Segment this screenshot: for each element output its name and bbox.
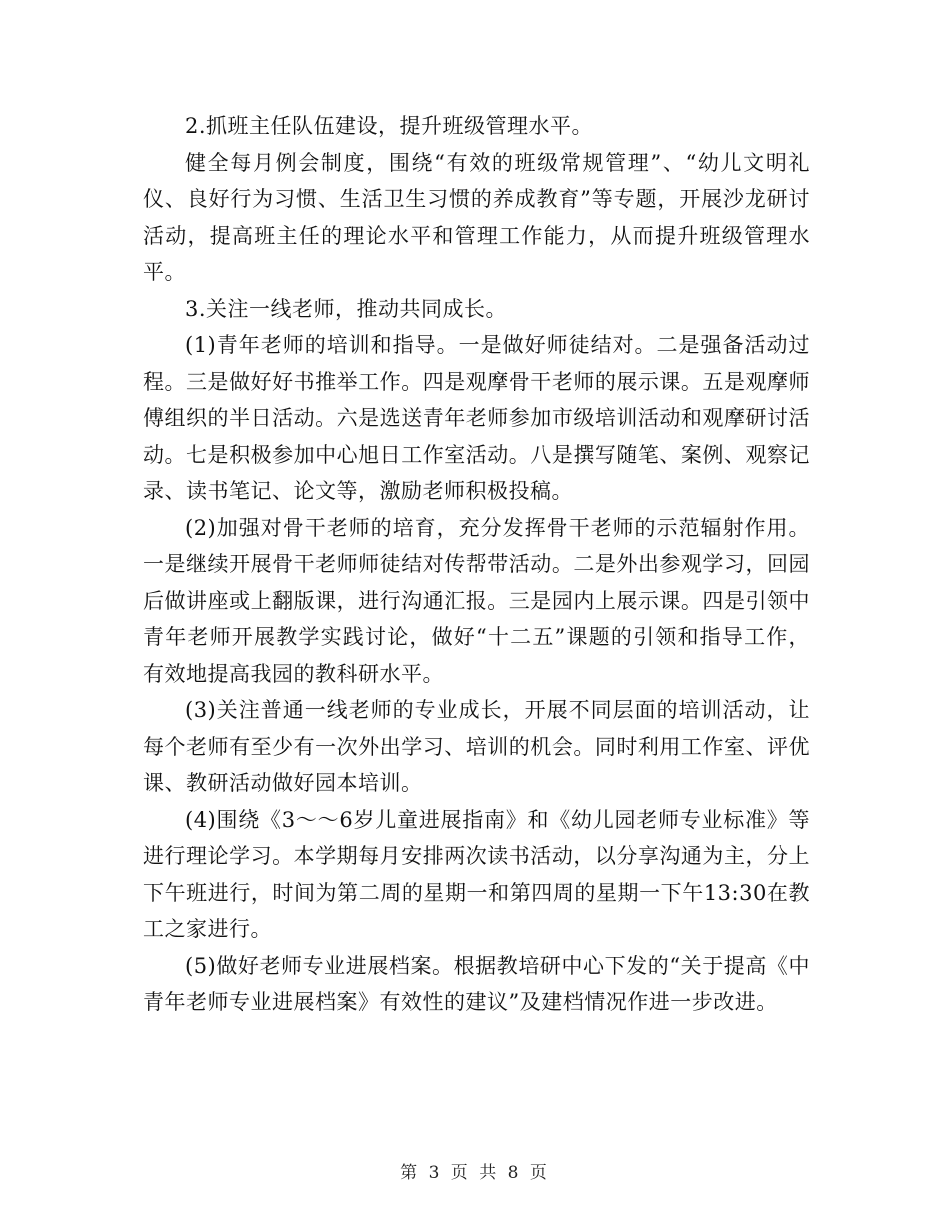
paragraph-item-3: (3)关注普通一线老师的专业成长，开展不同层面的培训活动，让每个老师有至少有一次外出学习、培训的机会。同时利用工作室、评优课、教研活动做好园本培训。 xyxy=(143,698,810,795)
paragraph-item-2: (2)加强对骨干老师的培育，充分发挥骨干老师的示范辐射作用。一是继续开展骨干老师师徒结对传帮带活动。二是外出参观学习，回园后做讲座或上翻版课，进行沟通汇报。三是园内上展示课。四是引领中青年老师开展教学实践讨论，做好“十二五”课题的引领和指导工作，有效地提高我园的教科研水平。 xyxy=(143,515,810,686)
paragraph-item-1: (1)青年老师的培训和指导。一是做好师徒结对。二是强备活动过程。三是做好好书推举工作。四是观摩骨干老师的展示课。五是观摩师傅组织的半日活动。六是选送青年老师参加市级培训活动和观摩研讨活动。七是积极参加中心旭日工作室活动。八是撰写随笔、案例、观察记录、读书笔记、论文等，激励老师积极投稿。 xyxy=(143,333,810,503)
paragraph-class-meetings: 健全每月例会制度，围绕“有效的班级常规管理”、“幼儿文明礼仪、良好行为习惯、生活卫生习惯的养成教育”等专题，开展沙龙研讨活动，提高班主任的理论水平和管理工作能力，从而提升班级管理水平。 xyxy=(143,150,810,284)
paragraph-heading-3: 3.关注一线老师，推动共同成长。 xyxy=(185,296,508,321)
document-body xyxy=(143,108,810,1021)
paragraph-item-4: (4)围绕《3～～6岁儿童进展指南》和《幼儿园老师专业标准》等进行理论学习。本学期每月安排两次读书活动，以分享沟通为主，分上下午班进行，时间为第二周的星期一和第四周的星期一下午13:30在教工之家进行。 xyxy=(143,807,810,941)
paragraph-heading-2: 2.抓班主任队伍建设，提升班级管理水平。 xyxy=(185,114,594,138)
page-number-footer: 第 3 页 共 8 页 xyxy=(400,1163,550,1183)
paragraph-item-5: (5)做好老师专业进展档案。根据教培研中心下发的“关于提高《中青年老师专业进展档案》有效性的建议”及建档情况作进一步改进。 xyxy=(143,953,810,1014)
